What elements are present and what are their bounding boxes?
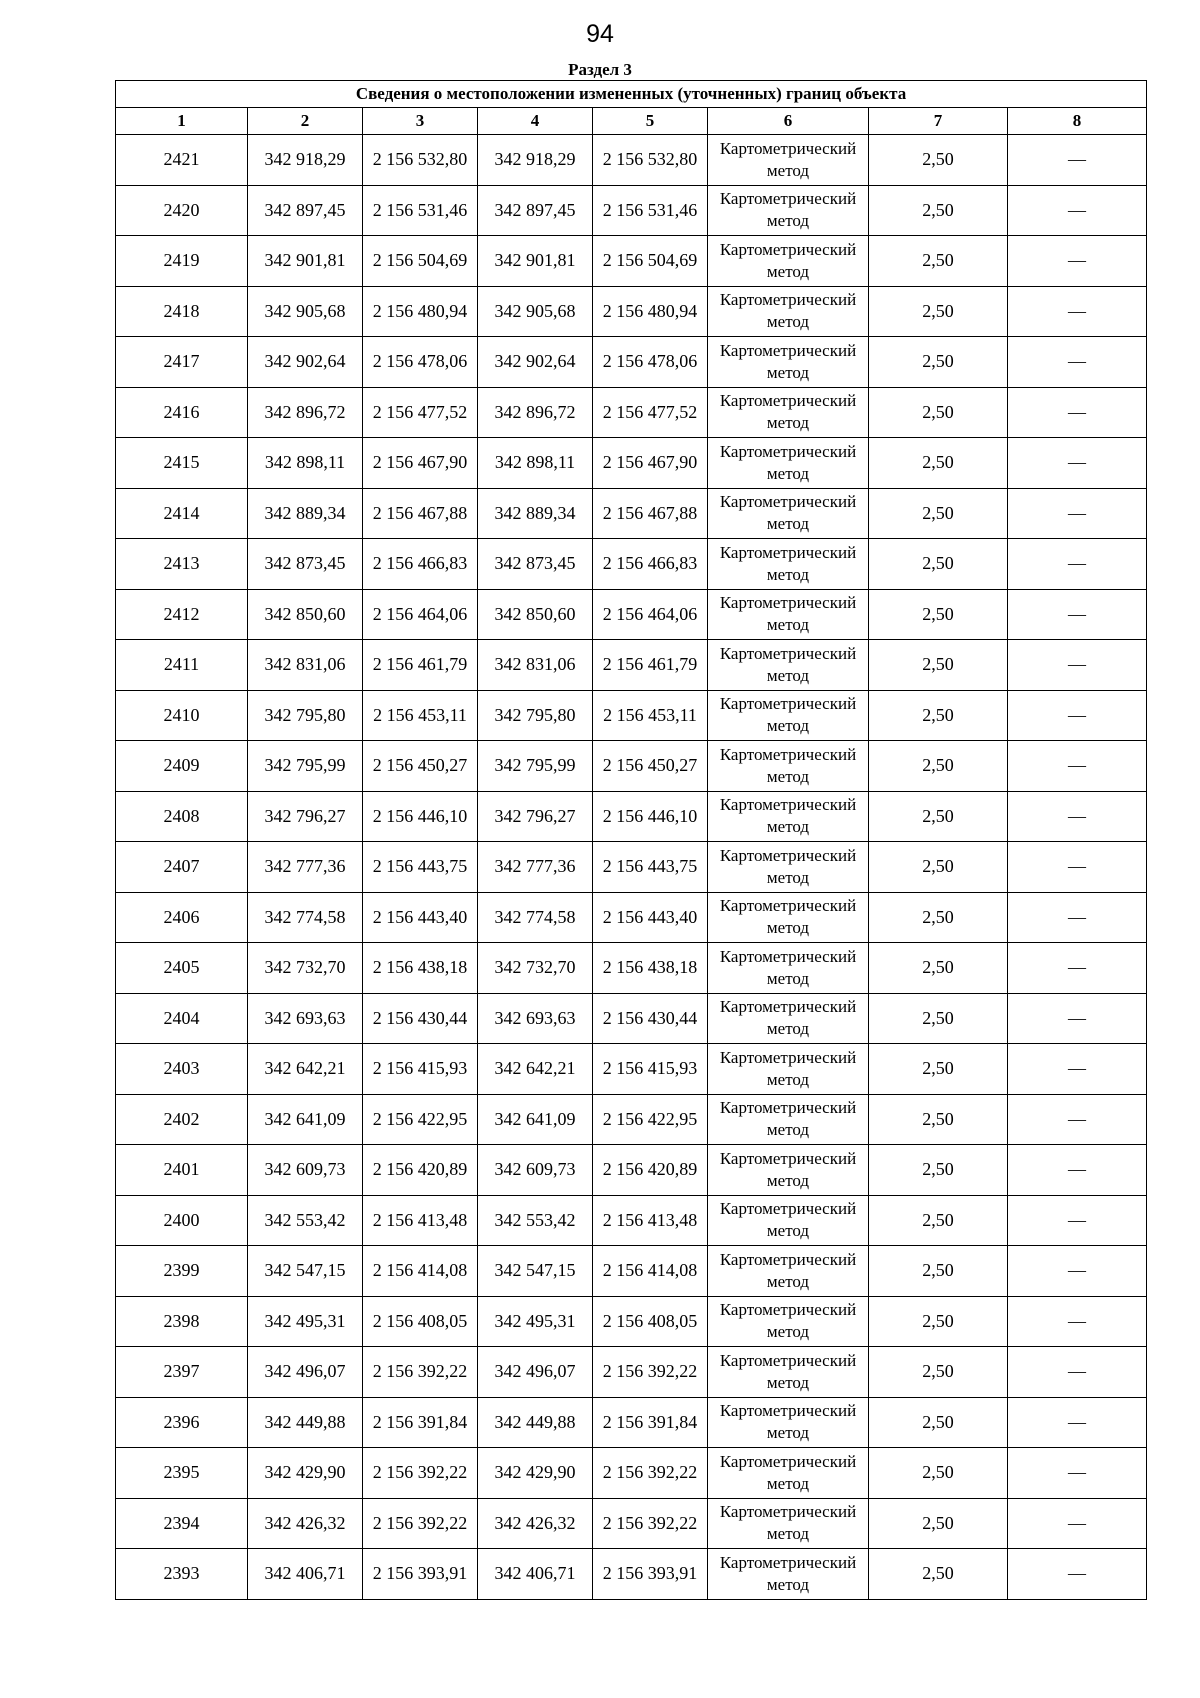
table-body [116, 135, 1147, 1600]
accuracy-cell: 2,50 [869, 1549, 1008, 1600]
description-cell: — [1008, 1397, 1147, 1448]
y-old-cell: 2 156 414,08 [363, 1246, 478, 1297]
description-cell: — [1008, 488, 1147, 539]
method-cell: Картометрический метод [708, 1549, 869, 1600]
column-number: 8 [1008, 108, 1147, 135]
column-number-row [116, 108, 1147, 135]
description-cell: — [1008, 1549, 1147, 1600]
point-number-cell: 2420 [116, 185, 248, 236]
y-new-cell: 2 156 446,10 [593, 791, 708, 842]
point-number-cell: 2412 [116, 589, 248, 640]
method-cell: Картометрический метод [708, 185, 869, 236]
x-old-cell: 342 426,32 [248, 1498, 363, 1549]
accuracy-cell: 2,50 [869, 589, 1008, 640]
method-cell: Картометрический метод [708, 438, 869, 489]
accuracy-cell: 2,50 [869, 488, 1008, 539]
method-cell: Картометрический метод [708, 1145, 869, 1196]
point-number-cell: 2414 [116, 488, 248, 539]
point-number-cell: 2400 [116, 1195, 248, 1246]
method-cell: Картометрический метод [708, 640, 869, 691]
description-cell: — [1008, 337, 1147, 388]
x-old-cell: 342 796,27 [248, 791, 363, 842]
y-old-cell: 2 156 467,88 [363, 488, 478, 539]
x-new-cell: 342 553,42 [478, 1195, 593, 1246]
y-new-cell: 2 156 464,06 [593, 589, 708, 640]
method-cell: Картометрический метод [708, 1094, 869, 1145]
x-new-cell: 342 918,29 [478, 135, 593, 186]
y-new-cell: 2 156 466,83 [593, 539, 708, 590]
method-cell: Картометрический метод [708, 1498, 869, 1549]
y-old-cell: 2 156 422,95 [363, 1094, 478, 1145]
method-cell: Картометрический метод [708, 943, 869, 994]
x-old-cell: 342 905,68 [248, 286, 363, 337]
x-new-cell: 342 449,88 [478, 1397, 593, 1448]
method-cell: Картометрический метод [708, 741, 869, 792]
column-number: 5 [593, 108, 708, 135]
accuracy-cell: 2,50 [869, 640, 1008, 691]
point-number-cell: 2415 [116, 438, 248, 489]
y-new-cell: 2 156 413,48 [593, 1195, 708, 1246]
y-old-cell: 2 156 453,11 [363, 690, 478, 741]
point-number-cell: 2418 [116, 286, 248, 337]
accuracy-cell: 2,50 [869, 1195, 1008, 1246]
accuracy-cell: 2,50 [869, 690, 1008, 741]
page-number: 94 [586, 20, 614, 48]
point-number-cell: 2409 [116, 741, 248, 792]
table-row [116, 1094, 1147, 1145]
y-new-cell: 2 156 531,46 [593, 185, 708, 236]
table-row [116, 943, 1147, 994]
x-old-cell: 342 850,60 [248, 589, 363, 640]
y-new-cell: 2 156 415,93 [593, 1044, 708, 1095]
method-cell: Картометрический метод [708, 791, 869, 842]
description-cell: — [1008, 438, 1147, 489]
table-row [116, 640, 1147, 691]
section-title: Раздел 3 [568, 60, 632, 79]
table-row [116, 741, 1147, 792]
x-new-cell: 342 777,36 [478, 842, 593, 893]
x-old-cell: 342 429,90 [248, 1448, 363, 1499]
description-cell: — [1008, 842, 1147, 893]
y-old-cell: 2 156 480,94 [363, 286, 478, 337]
method-cell: Картометрический метод [708, 236, 869, 287]
accuracy-cell: 2,50 [869, 337, 1008, 388]
point-number-cell: 2406 [116, 892, 248, 943]
description-cell: — [1008, 1296, 1147, 1347]
table-row [116, 488, 1147, 539]
point-number-cell: 2405 [116, 943, 248, 994]
table-row [116, 1498, 1147, 1549]
y-new-cell: 2 156 504,69 [593, 236, 708, 287]
y-new-cell: 2 156 438,18 [593, 943, 708, 994]
table-row [116, 337, 1147, 388]
table-row [116, 286, 1147, 337]
x-old-cell: 342 831,06 [248, 640, 363, 691]
x-old-cell: 342 901,81 [248, 236, 363, 287]
accuracy-cell: 2,50 [869, 791, 1008, 842]
x-old-cell: 342 896,72 [248, 387, 363, 438]
y-old-cell: 2 156 478,06 [363, 337, 478, 388]
y-new-cell: 2 156 477,52 [593, 387, 708, 438]
y-new-cell: 2 156 480,94 [593, 286, 708, 337]
table-row [116, 539, 1147, 590]
y-old-cell: 2 156 413,48 [363, 1195, 478, 1246]
point-number-cell: 2421 [116, 135, 248, 186]
x-old-cell: 342 732,70 [248, 943, 363, 994]
y-old-cell: 2 156 443,40 [363, 892, 478, 943]
y-new-cell: 2 156 392,22 [593, 1347, 708, 1398]
y-new-cell: 2 156 461,79 [593, 640, 708, 691]
x-new-cell: 342 850,60 [478, 589, 593, 640]
y-new-cell: 2 156 408,05 [593, 1296, 708, 1347]
accuracy-cell: 2,50 [869, 741, 1008, 792]
x-new-cell: 342 641,09 [478, 1094, 593, 1145]
y-old-cell: 2 156 408,05 [363, 1296, 478, 1347]
y-old-cell: 2 156 420,89 [363, 1145, 478, 1196]
description-cell: — [1008, 1145, 1147, 1196]
x-new-cell: 342 901,81 [478, 236, 593, 287]
description-cell: — [1008, 1195, 1147, 1246]
method-cell: Картометрический метод [708, 1397, 869, 1448]
accuracy-cell: 2,50 [869, 185, 1008, 236]
table-row [116, 236, 1147, 287]
y-new-cell: 2 156 392,22 [593, 1448, 708, 1499]
accuracy-cell: 2,50 [869, 842, 1008, 893]
point-number-cell: 2396 [116, 1397, 248, 1448]
x-old-cell: 342 642,21 [248, 1044, 363, 1095]
accuracy-cell: 2,50 [869, 286, 1008, 337]
x-new-cell: 342 897,45 [478, 185, 593, 236]
column-number: 7 [869, 108, 1008, 135]
table-row [116, 690, 1147, 741]
y-old-cell: 2 156 392,22 [363, 1498, 478, 1549]
point-number-cell: 2398 [116, 1296, 248, 1347]
y-new-cell: 2 156 467,90 [593, 438, 708, 489]
y-new-cell: 2 156 392,22 [593, 1498, 708, 1549]
x-old-cell: 342 553,42 [248, 1195, 363, 1246]
y-new-cell: 2 156 393,91 [593, 1549, 708, 1600]
method-cell: Картометрический метод [708, 1296, 869, 1347]
y-new-cell: 2 156 467,88 [593, 488, 708, 539]
table-row [116, 1246, 1147, 1297]
description-cell: — [1008, 892, 1147, 943]
x-new-cell: 342 796,27 [478, 791, 593, 842]
table-row [116, 185, 1147, 236]
column-number: 2 [248, 108, 363, 135]
point-number-cell: 2404 [116, 993, 248, 1044]
x-new-cell: 342 889,34 [478, 488, 593, 539]
accuracy-cell: 2,50 [869, 1347, 1008, 1398]
accuracy-cell: 2,50 [869, 1094, 1008, 1145]
accuracy-cell: 2,50 [869, 892, 1008, 943]
x-new-cell: 342 609,73 [478, 1145, 593, 1196]
method-cell: Картометрический метод [708, 286, 869, 337]
description-cell: — [1008, 993, 1147, 1044]
table-row [116, 1044, 1147, 1095]
x-old-cell: 342 898,11 [248, 438, 363, 489]
description-cell: — [1008, 943, 1147, 994]
method-cell: Картометрический метод [708, 488, 869, 539]
x-new-cell: 342 406,71 [478, 1549, 593, 1600]
y-old-cell: 2 156 504,69 [363, 236, 478, 287]
x-old-cell: 342 873,45 [248, 539, 363, 590]
description-cell: — [1008, 741, 1147, 792]
method-cell: Картометрический метод [708, 892, 869, 943]
accuracy-cell: 2,50 [869, 993, 1008, 1044]
column-number: 3 [363, 108, 478, 135]
method-cell: Картометрический метод [708, 842, 869, 893]
x-new-cell: 342 873,45 [478, 539, 593, 590]
boundary-coordinates-table [115, 80, 1147, 1600]
table-row [116, 1296, 1147, 1347]
x-new-cell: 342 774,58 [478, 892, 593, 943]
point-number-cell: 2399 [116, 1246, 248, 1297]
description-cell: — [1008, 539, 1147, 590]
y-new-cell: 2 156 478,06 [593, 337, 708, 388]
y-new-cell: 2 156 443,40 [593, 892, 708, 943]
accuracy-cell: 2,50 [869, 1246, 1008, 1297]
method-cell: Картометрический метод [708, 993, 869, 1044]
description-cell: — [1008, 185, 1147, 236]
table-row [116, 1549, 1147, 1600]
accuracy-cell: 2,50 [869, 1044, 1008, 1095]
description-cell: — [1008, 690, 1147, 741]
table-row [116, 1145, 1147, 1196]
point-number-cell: 2397 [116, 1347, 248, 1398]
column-number: 6 [708, 108, 869, 135]
x-new-cell: 342 795,80 [478, 690, 593, 741]
y-old-cell: 2 156 446,10 [363, 791, 478, 842]
y-new-cell: 2 156 443,75 [593, 842, 708, 893]
x-old-cell: 342 609,73 [248, 1145, 363, 1196]
x-old-cell: 342 547,15 [248, 1246, 363, 1297]
y-old-cell: 2 156 438,18 [363, 943, 478, 994]
y-old-cell: 2 156 450,27 [363, 741, 478, 792]
x-new-cell: 342 795,99 [478, 741, 593, 792]
accuracy-cell: 2,50 [869, 1145, 1008, 1196]
x-old-cell: 342 495,31 [248, 1296, 363, 1347]
x-old-cell: 342 897,45 [248, 185, 363, 236]
method-cell: Картометрический метод [708, 589, 869, 640]
point-number-cell: 2413 [116, 539, 248, 590]
method-cell: Картометрический метод [708, 135, 869, 186]
table-caption: Сведения о местоположении измененных (уточненных) границ объекта [116, 81, 1147, 108]
table-row [116, 135, 1147, 186]
point-number-cell: 2395 [116, 1448, 248, 1499]
point-number-cell: 2407 [116, 842, 248, 893]
x-old-cell: 342 795,99 [248, 741, 363, 792]
accuracy-cell: 2,50 [869, 1498, 1008, 1549]
y-old-cell: 2 156 443,75 [363, 842, 478, 893]
y-old-cell: 2 156 477,52 [363, 387, 478, 438]
table-row [116, 1397, 1147, 1448]
description-cell: — [1008, 791, 1147, 842]
x-new-cell: 342 429,90 [478, 1448, 593, 1499]
y-old-cell: 2 156 532,80 [363, 135, 478, 186]
accuracy-cell: 2,50 [869, 943, 1008, 994]
y-old-cell: 2 156 392,22 [363, 1448, 478, 1499]
y-new-cell: 2 156 532,80 [593, 135, 708, 186]
table-row [116, 589, 1147, 640]
x-new-cell: 342 905,68 [478, 286, 593, 337]
description-cell: — [1008, 286, 1147, 337]
y-new-cell: 2 156 430,44 [593, 993, 708, 1044]
method-cell: Картометрический метод [708, 337, 869, 388]
x-old-cell: 342 918,29 [248, 135, 363, 186]
y-old-cell: 2 156 464,06 [363, 589, 478, 640]
accuracy-cell: 2,50 [869, 236, 1008, 287]
y-new-cell: 2 156 422,95 [593, 1094, 708, 1145]
accuracy-cell: 2,50 [869, 387, 1008, 438]
x-new-cell: 342 896,72 [478, 387, 593, 438]
x-new-cell: 342 642,21 [478, 1044, 593, 1095]
y-old-cell: 2 156 531,46 [363, 185, 478, 236]
description-cell: — [1008, 387, 1147, 438]
description-cell: — [1008, 640, 1147, 691]
x-old-cell: 342 496,07 [248, 1347, 363, 1398]
method-cell: Картометрический метод [708, 1044, 869, 1095]
method-cell: Картометрический метод [708, 690, 869, 741]
y-old-cell: 2 156 461,79 [363, 640, 478, 691]
description-cell: — [1008, 1347, 1147, 1398]
table-row [116, 892, 1147, 943]
x-new-cell: 342 426,32 [478, 1498, 593, 1549]
description-cell: — [1008, 1246, 1147, 1297]
x-new-cell: 342 732,70 [478, 943, 593, 994]
x-old-cell: 342 774,58 [248, 892, 363, 943]
description-cell: — [1008, 236, 1147, 287]
x-new-cell: 342 898,11 [478, 438, 593, 489]
description-cell: — [1008, 1044, 1147, 1095]
description-cell: — [1008, 589, 1147, 640]
x-old-cell: 342 889,34 [248, 488, 363, 539]
point-number-cell: 2408 [116, 791, 248, 842]
table-row [116, 791, 1147, 842]
point-number-cell: 2403 [116, 1044, 248, 1095]
column-number: 1 [116, 108, 248, 135]
x-old-cell: 342 693,63 [248, 993, 363, 1044]
accuracy-cell: 2,50 [869, 1448, 1008, 1499]
column-number: 4 [478, 108, 593, 135]
x-new-cell: 342 831,06 [478, 640, 593, 691]
y-new-cell: 2 156 391,84 [593, 1397, 708, 1448]
y-old-cell: 2 156 467,90 [363, 438, 478, 489]
point-number-cell: 2394 [116, 1498, 248, 1549]
accuracy-cell: 2,50 [869, 1296, 1008, 1347]
accuracy-cell: 2,50 [869, 438, 1008, 489]
x-new-cell: 342 495,31 [478, 1296, 593, 1347]
y-old-cell: 2 156 392,22 [363, 1347, 478, 1398]
accuracy-cell: 2,50 [869, 1397, 1008, 1448]
x-old-cell: 342 449,88 [248, 1397, 363, 1448]
x-new-cell: 342 496,07 [478, 1347, 593, 1398]
x-old-cell: 342 777,36 [248, 842, 363, 893]
point-number-cell: 2401 [116, 1145, 248, 1196]
method-cell: Картометрический метод [708, 387, 869, 438]
table-row [116, 438, 1147, 489]
description-cell: — [1008, 1448, 1147, 1499]
point-number-cell: 2411 [116, 640, 248, 691]
method-cell: Картометрический метод [708, 1195, 869, 1246]
method-cell: Картометрический метод [708, 1448, 869, 1499]
x-old-cell: 342 795,80 [248, 690, 363, 741]
point-number-cell: 2410 [116, 690, 248, 741]
x-new-cell: 342 902,64 [478, 337, 593, 388]
point-number-cell: 2393 [116, 1549, 248, 1600]
y-new-cell: 2 156 414,08 [593, 1246, 708, 1297]
method-cell: Картометрический метод [708, 1347, 869, 1398]
point-number-cell: 2402 [116, 1094, 248, 1145]
table-row [116, 842, 1147, 893]
y-old-cell: 2 156 415,93 [363, 1044, 478, 1095]
table-row [116, 387, 1147, 438]
table-row [116, 1195, 1147, 1246]
description-cell: — [1008, 1094, 1147, 1145]
method-cell: Картометрический метод [708, 1246, 869, 1297]
point-number-cell: 2417 [116, 337, 248, 388]
method-cell: Картометрический метод [708, 539, 869, 590]
y-old-cell: 2 156 466,83 [363, 539, 478, 590]
point-number-cell: 2416 [116, 387, 248, 438]
accuracy-cell: 2,50 [869, 539, 1008, 590]
y-new-cell: 2 156 450,27 [593, 741, 708, 792]
x-old-cell: 342 902,64 [248, 337, 363, 388]
y-new-cell: 2 156 420,89 [593, 1145, 708, 1196]
y-old-cell: 2 156 391,84 [363, 1397, 478, 1448]
x-old-cell: 342 641,09 [248, 1094, 363, 1145]
y-old-cell: 2 156 430,44 [363, 993, 478, 1044]
x-new-cell: 342 547,15 [478, 1246, 593, 1297]
description-cell: — [1008, 135, 1147, 186]
x-old-cell: 342 406,71 [248, 1549, 363, 1600]
y-new-cell: 2 156 453,11 [593, 690, 708, 741]
description-cell: — [1008, 1498, 1147, 1549]
y-old-cell: 2 156 393,91 [363, 1549, 478, 1600]
table-row [116, 1448, 1147, 1499]
table-row [116, 1347, 1147, 1398]
table-row [116, 993, 1147, 1044]
x-new-cell: 342 693,63 [478, 993, 593, 1044]
accuracy-cell: 2,50 [869, 135, 1008, 186]
point-number-cell: 2419 [116, 236, 248, 287]
